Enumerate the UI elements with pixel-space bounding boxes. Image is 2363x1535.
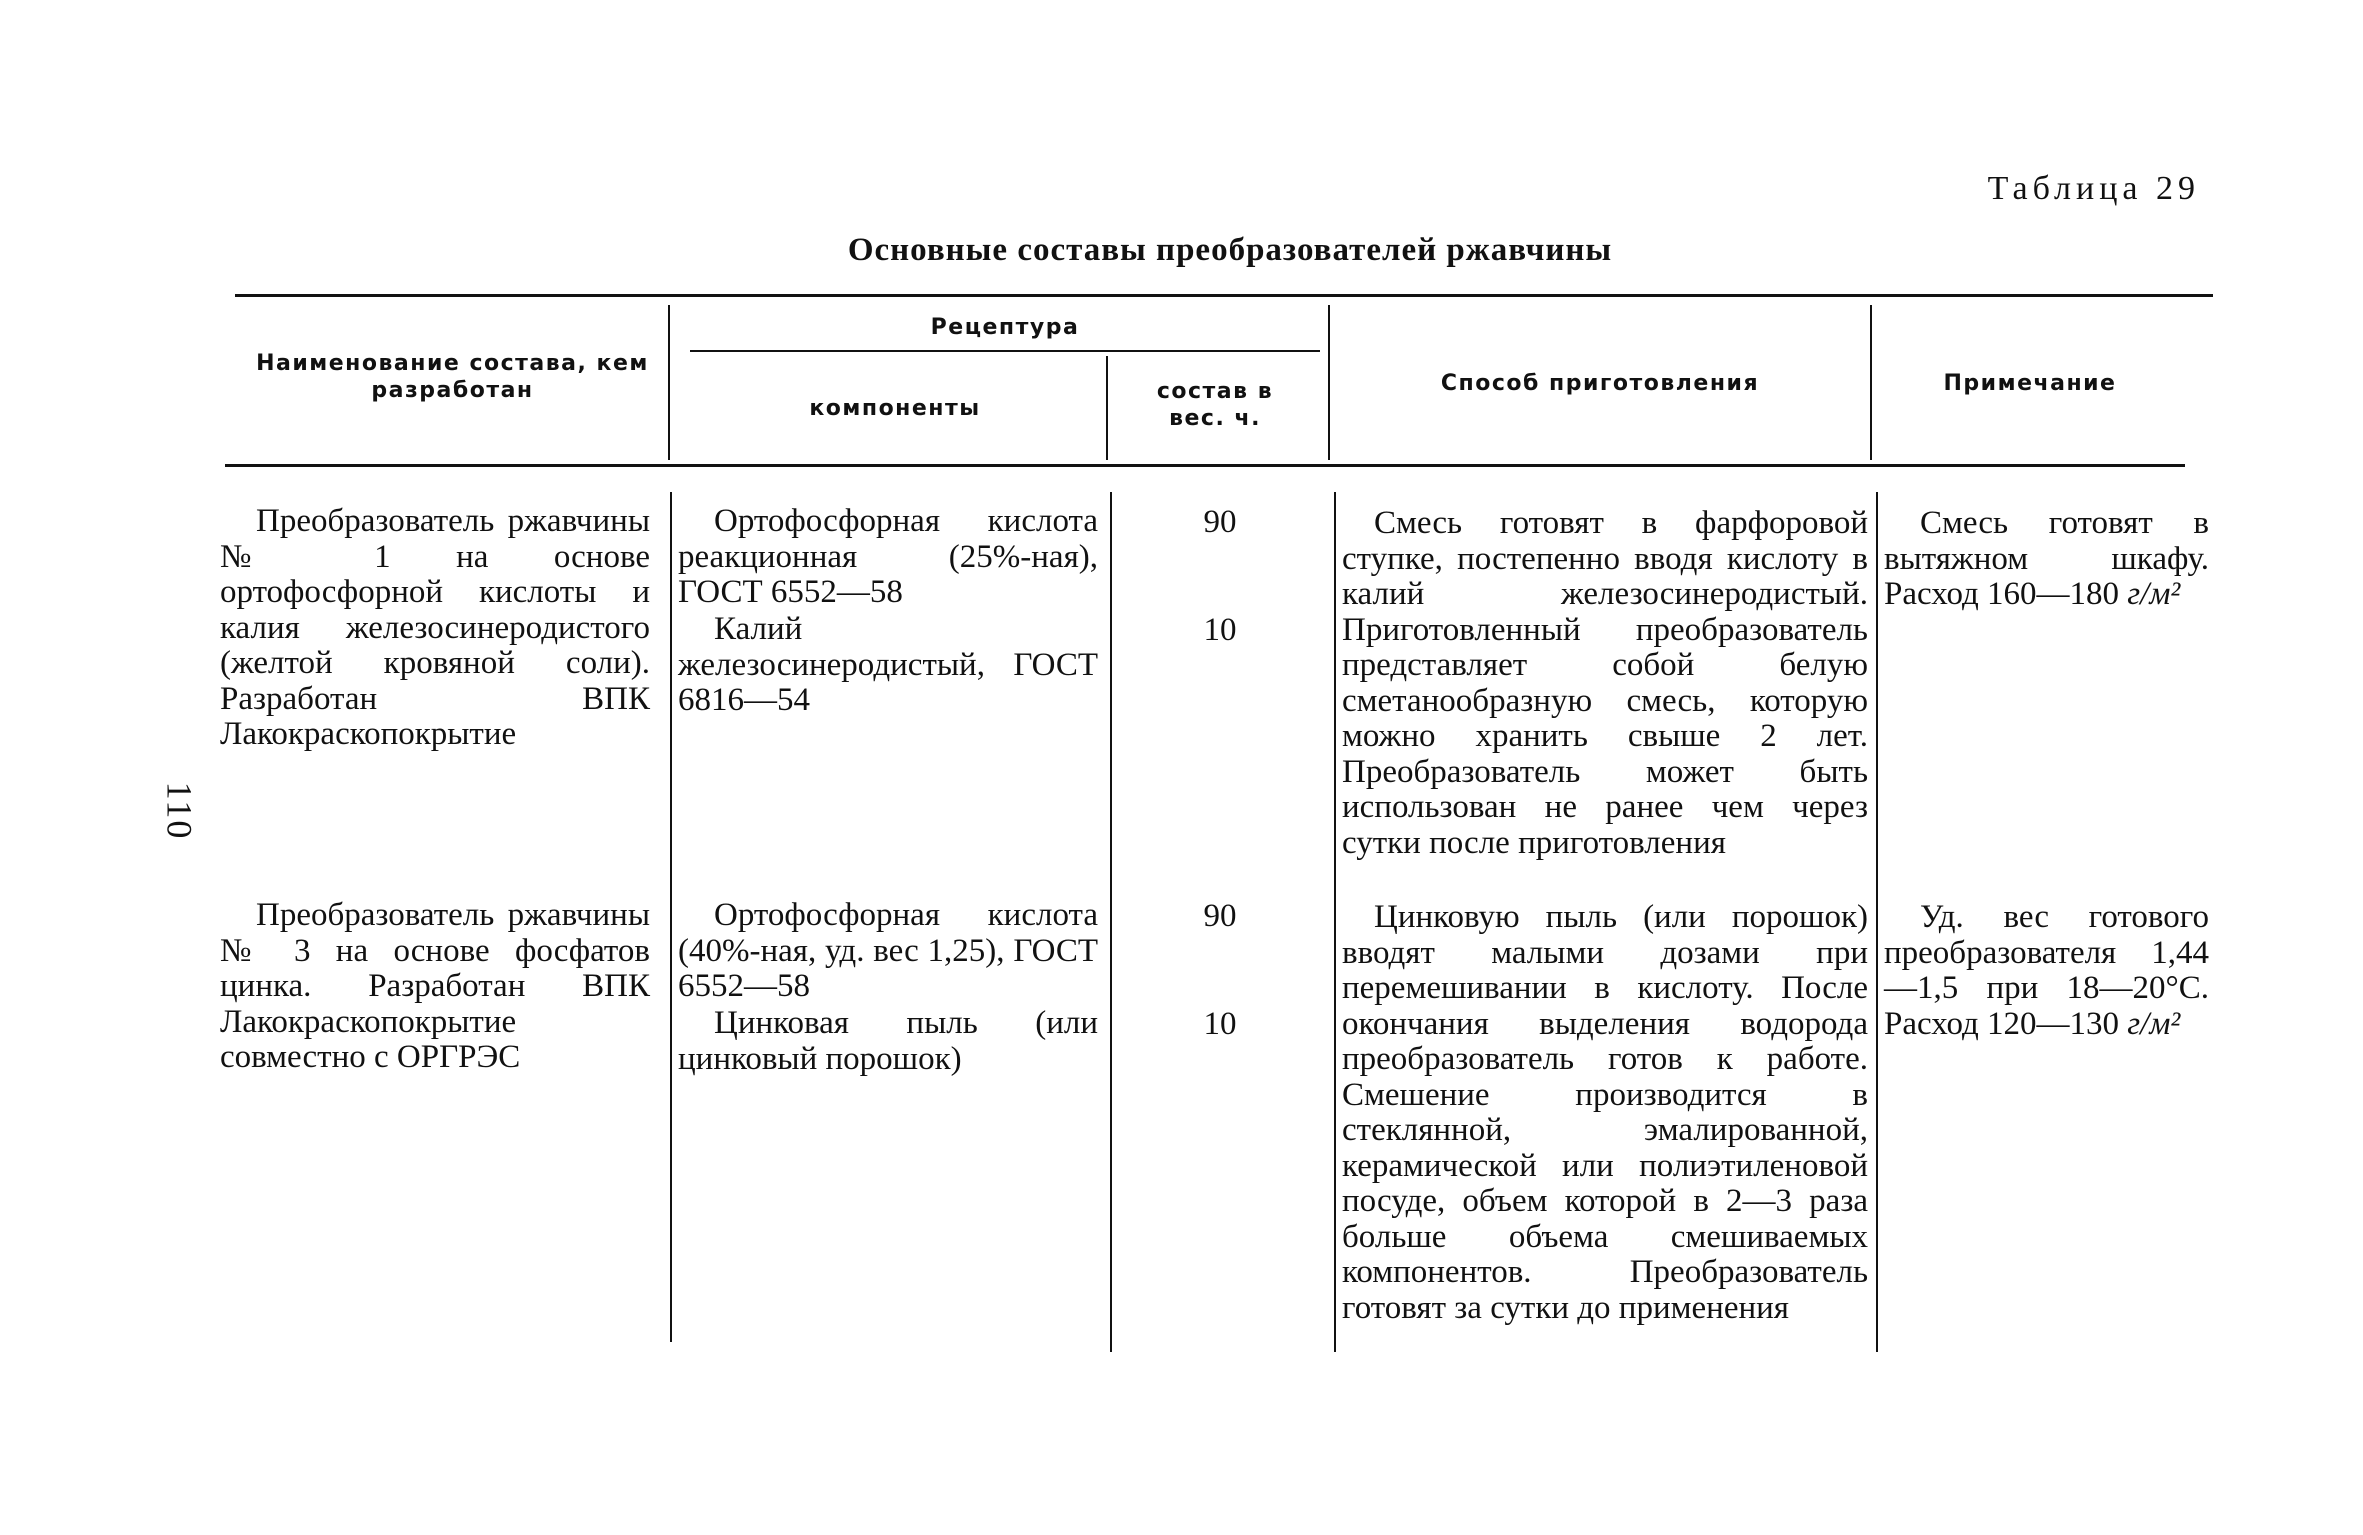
row2-component-2: Цинковая пыль (или цинковый порошок): [678, 1005, 1098, 1077]
row2-component-1: Ортофосфорная кислота (40%-ная, уд. вес 1,25), ГОСТ 6552—58: [678, 897, 1098, 1004]
recipe-subheader-rule: [690, 350, 1320, 352]
header-composition: состав в вес. ч.: [1156, 379, 1274, 431]
body-divider-1: [670, 492, 672, 1342]
column-divider-4: [1870, 305, 1872, 460]
row2-amount-2: 10: [1203, 1006, 1237, 1042]
row2-amount-1: 90: [1203, 898, 1237, 934]
table-title: Основные составы преобразователей ржавчины: [847, 232, 1613, 268]
header-name: Наименование состава, кем разработан: [256, 351, 649, 403]
row2-name: Преобразователь ржавчины № 3 на основе фосфатов цинка. Разработан ВПК Лакокраскопокрытие совместно с ОРГРЭС: [220, 897, 650, 1075]
row2-method: Цинковую пыль (или порошок) вводят малыми дозами при перемешивании в кислоту. После окончания выделения водорода преобразователь готов к работе. Смешение производится в стеклянной, эмалированной, керамической или полиэтиленовой посуде, объем которой в 2—3 раза больше объема смешиваемых компонентов. Преобразователь готовят за сутки до применения: [1342, 899, 1868, 1326]
row1-amount-1: 90: [1203, 504, 1237, 540]
row1-note: [1884, 506, 2209, 613]
header-components: компоненты: [809, 396, 981, 421]
table-top-rule: [235, 294, 2213, 297]
body-divider-2: [1110, 492, 1112, 1352]
body-divider-4: [1876, 492, 1878, 1352]
header-note: Примечание: [1943, 371, 2117, 396]
table-label: Таблица 29: [1987, 170, 2200, 207]
row1-note-unit: г/м²: [2127, 576, 2181, 612]
row1-name: Преобразователь ржавчины № 1 на основе ортофосфорной кислоты и калия железосинеродистого (желтой кровяной соли). Разработан ВПК Лакокраскопокрытие: [220, 503, 650, 752]
column-divider-2: [1106, 356, 1108, 460]
row2-note-text: Уд. вес готового преобразователя 1,44—1,5 при 18—20°С. Расход 120—130: [1884, 899, 2209, 1042]
header-bottom-rule: [225, 464, 2185, 467]
header-method: Способ приготовления: [1440, 371, 1760, 396]
page-number: 110: [159, 781, 200, 841]
body-divider-3: [1334, 492, 1336, 1352]
column-divider-3: [1328, 305, 1330, 460]
header-recipe: Рецептура: [930, 315, 1080, 340]
row2-note: [1884, 900, 2209, 1042]
row1-component-2: Калий железосинеродистый, ГОСТ 6816—54: [678, 611, 1098, 718]
row1-amount-2: 10: [1203, 612, 1237, 648]
row2-note-unit: г/м²: [2127, 1005, 2181, 1042]
row1-note-text: Смесь готовят в вытяжном шкафу. Расход 160—180: [1884, 505, 2209, 612]
row1-component-1: Ортофосфорная кислота реакционная (25%-ная), ГОСТ 6552—58: [678, 503, 1098, 610]
column-divider-1: [668, 305, 670, 460]
row1-method: Смесь готовят в фарфоровой ступке, постепенно вводя кислоту в калий железосинеродистый. Приготовленный преобразователь представляет собой белую сметанообразную смесь, которую можно хранить свыше 2 лет. Преобразователь может быть использован не ранее чем через сутки после приготовления: [1342, 505, 1868, 861]
